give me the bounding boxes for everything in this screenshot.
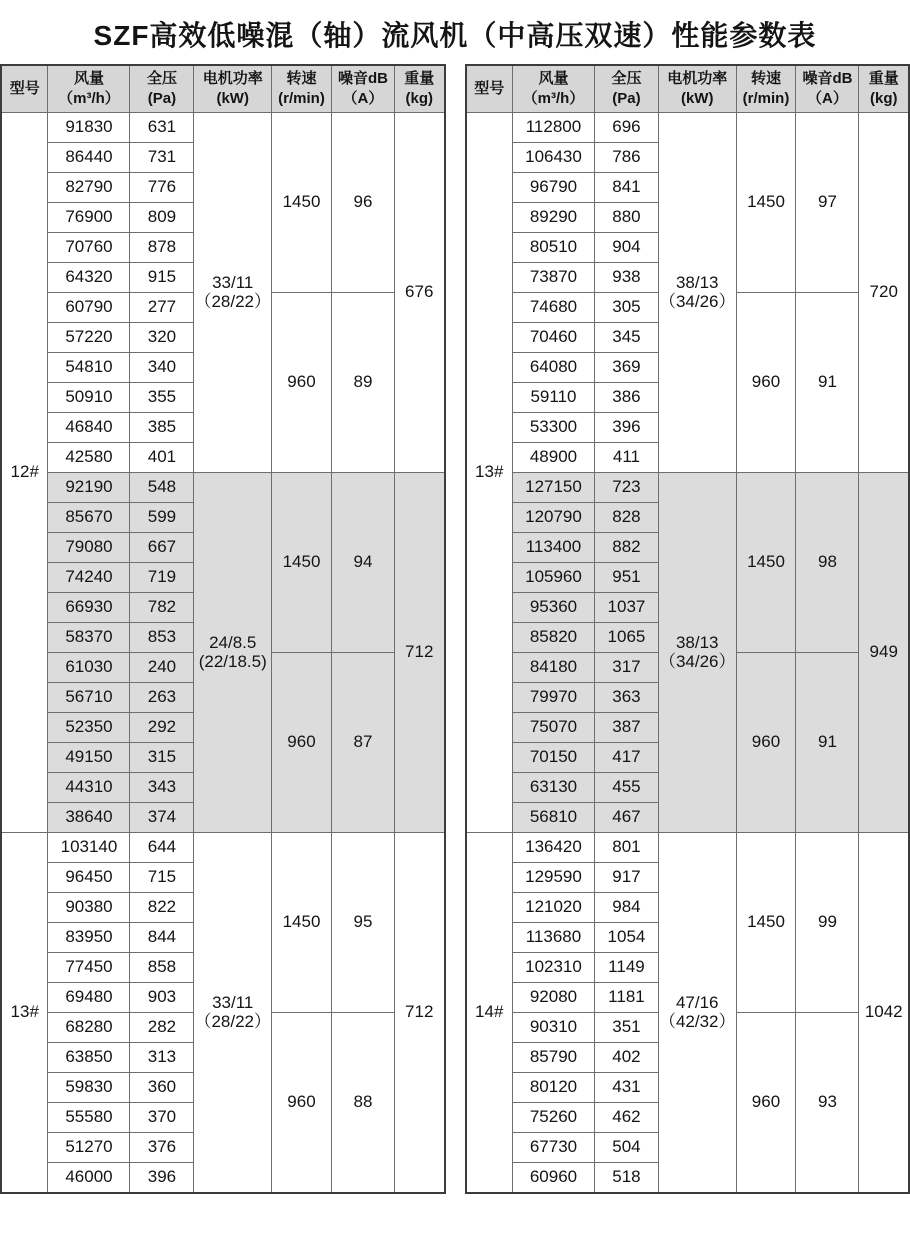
pressure-cell: 317	[594, 653, 658, 683]
power-cell	[194, 113, 272, 473]
pressure-cell: 385	[130, 413, 194, 443]
pressure-cell: 1054	[594, 923, 658, 953]
flow-cell: 50910	[48, 383, 130, 413]
flow-cell: 77450	[48, 953, 130, 983]
pressure-cell: 809	[130, 203, 194, 233]
power-line: （34/26）	[659, 293, 736, 312]
pressure-cell: 1181	[594, 983, 658, 1013]
pressure-cell: 355	[130, 383, 194, 413]
pressure-cell: 1149	[594, 953, 658, 983]
flow-cell: 48900	[512, 443, 594, 473]
weight-cell: 712	[394, 833, 444, 1194]
pressure-cell: 462	[594, 1103, 658, 1133]
pressure-cell: 402	[594, 1043, 658, 1073]
flow-cell: 80510	[512, 233, 594, 263]
weight-cell: 676	[394, 113, 444, 473]
speed-cell: 1450	[272, 113, 332, 293]
speed-cell: 1450	[736, 833, 796, 1013]
pressure-cell: 696	[594, 113, 658, 143]
model-cell: 13#	[466, 113, 513, 833]
flow-cell: 58370	[48, 623, 130, 653]
noise-cell: 99	[796, 833, 859, 1013]
table-row	[466, 473, 910, 503]
col-header-power	[658, 65, 736, 113]
flow-cell: 46000	[48, 1163, 130, 1194]
pressure-cell: 731	[130, 143, 194, 173]
noise-cell: 89	[331, 293, 394, 473]
pressure-cell: 431	[594, 1073, 658, 1103]
power-cell	[658, 473, 736, 833]
pressure-cell: 387	[594, 713, 658, 743]
flow-cell: 51270	[48, 1133, 130, 1163]
power-line: （28/22）	[194, 293, 271, 312]
power-line: 24/8.5	[194, 634, 271, 653]
flow-cell: 64320	[48, 263, 130, 293]
pressure-cell: 915	[130, 263, 194, 293]
flow-cell: 70760	[48, 233, 130, 263]
flow-cell: 92190	[48, 473, 130, 503]
pressure-cell: 903	[130, 983, 194, 1013]
speed-cell: 960	[272, 293, 332, 473]
pressure-cell: 411	[594, 443, 658, 473]
pressure-cell: 917	[594, 863, 658, 893]
col-header-pressure-line: 全压	[130, 69, 193, 89]
col-header-speed-line: (r/min)	[737, 89, 796, 109]
flow-cell: 85790	[512, 1043, 594, 1073]
model-cell: 13#	[1, 833, 48, 1194]
pressure-cell: 548	[130, 473, 194, 503]
pressure-cell: 878	[130, 233, 194, 263]
flow-cell: 38640	[48, 803, 130, 833]
pressure-cell: 723	[594, 473, 658, 503]
flow-cell: 46840	[48, 413, 130, 443]
pressure-cell: 719	[130, 563, 194, 593]
flow-cell: 82790	[48, 173, 130, 203]
col-header-pressure	[130, 65, 194, 113]
flow-cell: 44310	[48, 773, 130, 803]
pressure-cell: 1065	[594, 623, 658, 653]
col-header-weight	[859, 65, 909, 113]
col-header-speed	[272, 65, 332, 113]
flow-cell: 79970	[512, 683, 594, 713]
col-header-power-line: 电机功率	[659, 69, 736, 89]
table-row	[466, 833, 910, 863]
flow-cell: 113400	[512, 533, 594, 563]
speed-cell: 960	[272, 1013, 332, 1194]
flow-cell: 67730	[512, 1133, 594, 1163]
flow-cell: 127150	[512, 473, 594, 503]
pressure-cell: 841	[594, 173, 658, 203]
model-cell: 14#	[466, 833, 513, 1194]
flow-cell: 76900	[48, 203, 130, 233]
flow-cell: 96790	[512, 173, 594, 203]
col-header-speed	[736, 65, 796, 113]
flow-cell: 106430	[512, 143, 594, 173]
flow-cell: 92080	[512, 983, 594, 1013]
flow-cell: 95360	[512, 593, 594, 623]
pressure-cell: 263	[130, 683, 194, 713]
flow-cell: 86440	[48, 143, 130, 173]
pressure-cell: 786	[594, 143, 658, 173]
page-title: SZF高效低噪混（轴）流风机（中高压双速）性能参数表	[0, 14, 910, 54]
pressure-cell: 984	[594, 893, 658, 923]
power-cell	[194, 833, 272, 1194]
flow-cell: 66930	[48, 593, 130, 623]
pressure-cell: 282	[130, 1013, 194, 1043]
power-line: (22/18.5)	[194, 653, 271, 672]
speed-cell: 1450	[272, 473, 332, 653]
col-header-pressure-line: (Pa)	[595, 89, 658, 109]
col-header-weight-line: (kg)	[395, 89, 444, 109]
pressure-cell: 401	[130, 443, 194, 473]
pressure-cell: 644	[130, 833, 194, 863]
table-row	[1, 473, 445, 503]
flow-cell: 75070	[512, 713, 594, 743]
col-header-weight	[394, 65, 444, 113]
speed-cell: 960	[736, 1013, 796, 1194]
noise-cell: 93	[796, 1013, 859, 1194]
flow-cell: 57220	[48, 323, 130, 353]
power-cell	[658, 833, 736, 1194]
flow-cell: 136420	[512, 833, 594, 863]
pressure-cell: 715	[130, 863, 194, 893]
flow-cell: 84180	[512, 653, 594, 683]
pressure-cell: 240	[130, 653, 194, 683]
pressure-cell: 467	[594, 803, 658, 833]
speed-cell: 960	[272, 653, 332, 833]
pressure-cell: 369	[594, 353, 658, 383]
header-row	[466, 65, 910, 113]
weight-cell: 949	[859, 473, 909, 833]
spec-table-left	[0, 64, 446, 1194]
flow-cell: 56810	[512, 803, 594, 833]
noise-cell: 94	[331, 473, 394, 653]
flow-cell: 42580	[48, 443, 130, 473]
speed-cell: 960	[736, 293, 796, 473]
pressure-cell: 345	[594, 323, 658, 353]
col-header-pressure-line: (Pa)	[130, 89, 193, 109]
flow-cell: 70150	[512, 743, 594, 773]
flow-cell: 59830	[48, 1073, 130, 1103]
col-header-flow-line: （m³/h）	[513, 89, 594, 109]
noise-cell: 87	[331, 653, 394, 833]
flow-cell: 60960	[512, 1163, 594, 1194]
flow-cell: 90310	[512, 1013, 594, 1043]
col-header-power-line: (kW)	[194, 89, 271, 109]
noise-cell: 88	[331, 1013, 394, 1194]
pressure-cell: 776	[130, 173, 194, 203]
col-header-noise-line: 噪音dB	[332, 69, 394, 89]
col-header-weight-line: 重量	[859, 69, 908, 89]
col-header-power	[194, 65, 272, 113]
power-line: 33/11	[194, 994, 271, 1013]
flow-cell: 56710	[48, 683, 130, 713]
col-header-weight-line: 重量	[395, 69, 444, 89]
pressure-cell: 858	[130, 953, 194, 983]
model-cell: 12#	[1, 113, 48, 833]
flow-cell: 80120	[512, 1073, 594, 1103]
flow-cell: 91830	[48, 113, 130, 143]
flow-cell: 63130	[512, 773, 594, 803]
col-header-noise-line: 噪音dB	[796, 69, 858, 89]
col-header-noise-line: （A）	[796, 89, 858, 109]
col-header-noise	[331, 65, 394, 113]
pressure-cell: 951	[594, 563, 658, 593]
flow-cell: 60790	[48, 293, 130, 323]
noise-cell: 91	[796, 293, 859, 473]
pressure-cell: 305	[594, 293, 658, 323]
col-header-speed-line: (r/min)	[272, 89, 331, 109]
pressure-cell: 386	[594, 383, 658, 413]
power-line: （34/26）	[659, 653, 736, 672]
col-header-pressure	[594, 65, 658, 113]
pressure-cell: 320	[130, 323, 194, 353]
speed-cell: 1450	[736, 473, 796, 653]
col-header-noise	[796, 65, 859, 113]
speed-cell: 1450	[272, 833, 332, 1013]
pressure-cell: 360	[130, 1073, 194, 1103]
flow-cell: 64080	[512, 353, 594, 383]
pressure-cell: 343	[130, 773, 194, 803]
power-line: 33/11	[194, 274, 271, 293]
col-header-model-line: 型号	[2, 79, 47, 99]
col-header-power-line: 电机功率	[194, 69, 271, 89]
flow-cell: 52350	[48, 713, 130, 743]
tables-wrap	[0, 64, 910, 1194]
power-line: 38/13	[659, 274, 736, 293]
pressure-cell: 801	[594, 833, 658, 863]
flow-cell: 105960	[512, 563, 594, 593]
noise-cell: 95	[331, 833, 394, 1013]
pressure-cell: 374	[130, 803, 194, 833]
flow-cell: 85670	[48, 503, 130, 533]
flow-cell: 68280	[48, 1013, 130, 1043]
pressure-cell: 631	[130, 113, 194, 143]
flow-cell: 53300	[512, 413, 594, 443]
speed-cell: 960	[736, 653, 796, 833]
power-line: 47/16	[659, 994, 736, 1013]
col-header-model	[1, 65, 48, 113]
pressure-cell: 938	[594, 263, 658, 293]
pressure-cell: 880	[594, 203, 658, 233]
flow-cell: 70460	[512, 323, 594, 353]
spec-table-right	[465, 64, 910, 1194]
pressure-cell: 504	[594, 1133, 658, 1163]
pressure-cell: 396	[594, 413, 658, 443]
power-cell	[658, 113, 736, 473]
col-header-flow-line: （m³/h）	[48, 89, 129, 109]
pressure-cell: 340	[130, 353, 194, 383]
pressure-cell: 396	[130, 1163, 194, 1194]
pressure-cell: 667	[130, 533, 194, 563]
weight-cell: 720	[859, 113, 909, 473]
flow-cell: 79080	[48, 533, 130, 563]
pressure-cell: 351	[594, 1013, 658, 1043]
pressure-cell: 277	[130, 293, 194, 323]
flow-cell: 69480	[48, 983, 130, 1013]
flow-cell: 85820	[512, 623, 594, 653]
flow-cell: 103140	[48, 833, 130, 863]
pressure-cell: 904	[594, 233, 658, 263]
table-row	[1, 833, 445, 863]
flow-cell: 83950	[48, 923, 130, 953]
pressure-cell: 844	[130, 923, 194, 953]
pressure-cell: 853	[130, 623, 194, 653]
flow-cell: 120790	[512, 503, 594, 533]
pressure-cell: 292	[130, 713, 194, 743]
col-header-power-line: (kW)	[659, 89, 736, 109]
col-header-weight-line: (kg)	[859, 89, 908, 109]
pressure-cell: 363	[594, 683, 658, 713]
flow-cell: 74680	[512, 293, 594, 323]
table-row	[1, 113, 445, 143]
flow-cell: 74240	[48, 563, 130, 593]
weight-cell: 1042	[859, 833, 909, 1194]
pressure-cell: 417	[594, 743, 658, 773]
col-header-flow	[48, 65, 130, 113]
col-header-speed-line: 转速	[272, 69, 331, 89]
pressure-cell: 599	[130, 503, 194, 533]
flow-cell: 59110	[512, 383, 594, 413]
col-header-flow-line: 风量	[513, 69, 594, 89]
flow-cell: 89290	[512, 203, 594, 233]
flow-cell: 102310	[512, 953, 594, 983]
noise-cell: 97	[796, 113, 859, 293]
noise-cell: 98	[796, 473, 859, 653]
header-row	[1, 65, 445, 113]
flow-cell: 121020	[512, 893, 594, 923]
speed-cell: 1450	[736, 113, 796, 293]
noise-cell: 91	[796, 653, 859, 833]
col-header-model-line: 型号	[467, 79, 512, 99]
pressure-cell: 455	[594, 773, 658, 803]
table-row	[466, 113, 910, 143]
flow-cell: 61030	[48, 653, 130, 683]
flow-cell: 112800	[512, 113, 594, 143]
power-line: （42/32）	[659, 1013, 736, 1032]
weight-cell: 712	[394, 473, 444, 833]
col-header-flow	[512, 65, 594, 113]
col-header-model	[466, 65, 513, 113]
col-header-pressure-line: 全压	[595, 69, 658, 89]
pressure-cell: 376	[130, 1133, 194, 1163]
col-header-noise-line: （A）	[332, 89, 394, 109]
flow-cell: 129590	[512, 863, 594, 893]
flow-cell: 73870	[512, 263, 594, 293]
flow-cell: 55580	[48, 1103, 130, 1133]
pressure-cell: 370	[130, 1103, 194, 1133]
flow-cell: 90380	[48, 893, 130, 923]
pressure-cell: 782	[130, 593, 194, 623]
pressure-cell: 315	[130, 743, 194, 773]
power-line: （28/22）	[194, 1013, 271, 1032]
flow-cell: 75260	[512, 1103, 594, 1133]
noise-cell: 96	[331, 113, 394, 293]
power-line: 38/13	[659, 634, 736, 653]
power-cell	[194, 473, 272, 833]
pressure-cell: 1037	[594, 593, 658, 623]
col-header-flow-line: 风量	[48, 69, 129, 89]
pressure-cell: 518	[594, 1163, 658, 1194]
pressure-cell: 882	[594, 533, 658, 563]
col-header-speed-line: 转速	[737, 69, 796, 89]
pressure-cell: 822	[130, 893, 194, 923]
flow-cell: 49150	[48, 743, 130, 773]
flow-cell: 63850	[48, 1043, 130, 1073]
page	[0, 14, 910, 1194]
flow-cell: 113680	[512, 923, 594, 953]
flow-cell: 96450	[48, 863, 130, 893]
flow-cell: 54810	[48, 353, 130, 383]
pressure-cell: 828	[594, 503, 658, 533]
pressure-cell: 313	[130, 1043, 194, 1073]
